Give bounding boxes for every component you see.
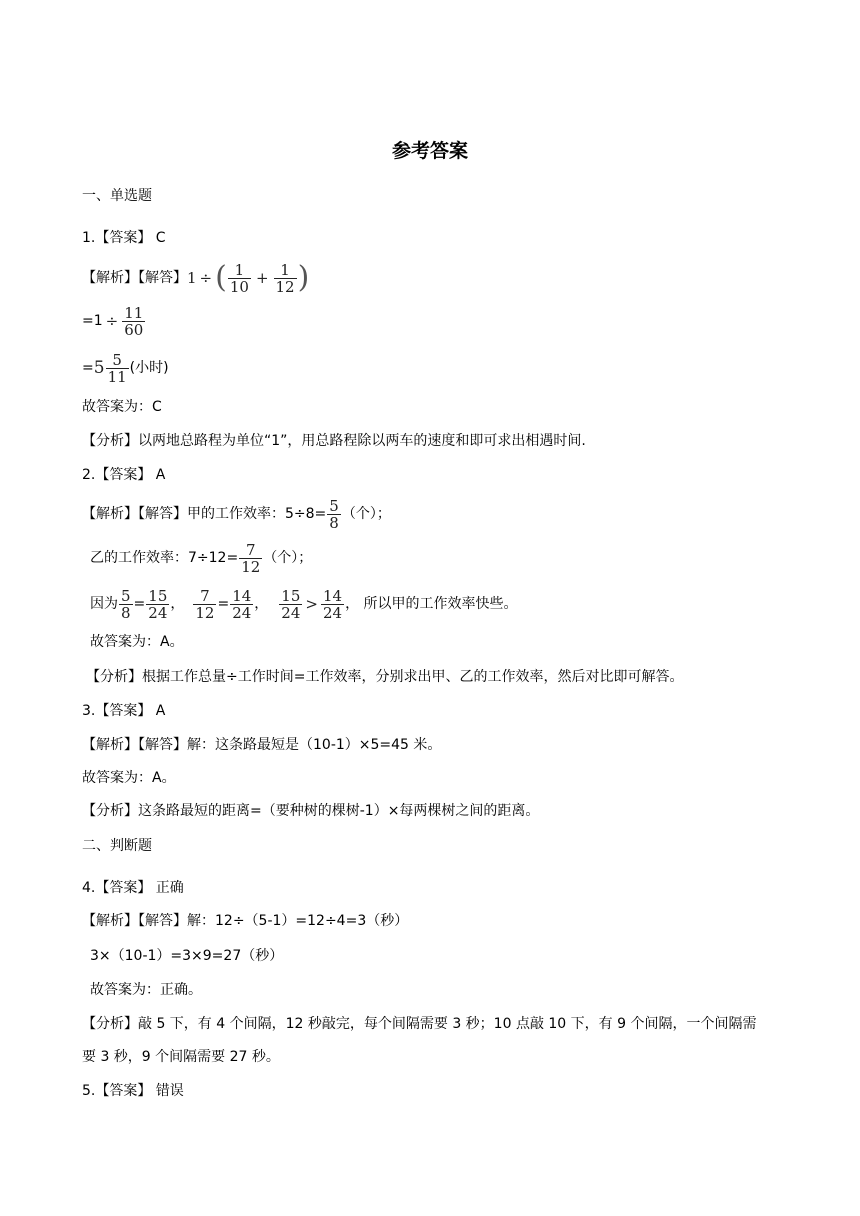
q1-solution-line2 — [82, 303, 146, 339]
q2-line2-unit: （个）； — [263, 550, 313, 566]
comma: ， — [170, 596, 185, 612]
left-paren: ( — [215, 260, 227, 295]
q1-unit: (小时) — [129, 360, 169, 376]
q2-solution-line1 — [82, 496, 391, 532]
q3-analysis: 【分析】这条路最短的距离=（要种树的棵树-1）×每两棵树之间的距离。 — [82, 803, 540, 819]
q1-plus-sign: + — [255, 269, 269, 287]
mixed-number-whole: 5 — [93, 358, 105, 378]
q2-line3-conclusion: ， 所以甲的工作效率快些。 — [345, 596, 518, 612]
q4-analysis-line1: 【分析】敲 5 下，有 4 个间隔，12 秒敲完，每个间隔需要 3 秒；10 点敲 10 下，有 9 个间隔，一个间隔需 — [82, 1016, 757, 1032]
q3-solution: 【解析】【解答】解：这条路最短是（10-1）×5=45 米。 — [82, 737, 442, 753]
fraction-5-11: $\frac{5}{11}$ — [107, 350, 127, 386]
fraction-5-8: $\frac{5}{8}$ — [329, 496, 339, 532]
q3-conclusion: 故答案为：A。 — [82, 770, 176, 786]
q2-answer: 2.【答案】 A — [82, 467, 166, 483]
q2-conclusion: 故答案为：A。 — [90, 634, 184, 650]
q2-line1-text: 【解析】【解答】甲的工作效率：5÷8= — [82, 506, 327, 522]
fraction-14-24-b: $\frac{14}{24}$ — [322, 586, 343, 622]
q1-line3-prefix: = — [82, 360, 94, 376]
q4-analysis-line2: 要 3 秒，9 个间隔需要 27 秒。 — [82, 1049, 280, 1065]
q1-solution-line3 — [82, 350, 169, 386]
right-paren: ) — [297, 260, 310, 295]
greater-than-sign: > — [305, 595, 318, 613]
section-heading-single-choice: 一、单选题 — [82, 188, 152, 204]
fraction-15-24-b: $\frac{15}{24}$ — [281, 586, 301, 622]
q1-solution-label: 【解析】【解答】 — [82, 270, 187, 286]
q2-solution-line3 — [90, 585, 518, 623]
fraction-15-24: $\frac{15}{24}$ — [148, 586, 168, 622]
comma-2: ， — [254, 596, 269, 612]
equals-sign: = — [133, 596, 146, 612]
q1-analysis: 【分析】以两地总路程为单位“1”，用总路程除以两车的速度和即可求出相遇时间. — [82, 433, 586, 449]
fraction-11-60: $\frac{11}{60}$ — [124, 303, 144, 339]
q4-conclusion: 故答案为：正确。 — [90, 982, 202, 998]
q4-calculation: 3×（10-1）=3×9=27（秒） — [90, 948, 284, 964]
q4-answer: 4.【答案】 正确 — [82, 880, 184, 896]
q2-line2-text: 乙的工作效率：7÷12= — [90, 550, 239, 566]
fraction-5-8-b: $\frac{5}{8}$ — [121, 586, 131, 622]
q1-one: 1 — [187, 269, 197, 287]
q1-line2-prefix: =1 — [82, 313, 103, 329]
section-heading-true-false: 二、判断题 — [82, 838, 152, 854]
q2-line1-unit: （个）； — [341, 506, 391, 522]
fraction-7-12: $\frac{7}{12}$ — [241, 540, 261, 576]
q1-divide-sign: ÷ — [199, 269, 213, 287]
q5-answer: 5.【答案】 错误 — [82, 1083, 184, 1099]
q2-analysis: 【分析】根据工作总量÷工作时间=工作效率，分别求出甲、乙的工作效率，然后对比即可解答。 — [86, 669, 684, 685]
q3-answer: 3.【答案】 A — [82, 703, 166, 719]
q1-divide-sign-2: ÷ — [105, 312, 119, 330]
fraction-14-24: $\frac{14}{24}$ — [232, 586, 252, 622]
fraction-1-12: $\frac{1}{12}$ — [275, 260, 295, 296]
q4-solution: 【解析】【解答】解：12÷（5-1）=12÷4=3（秒） — [82, 913, 409, 929]
q2-because: 因为 — [90, 596, 118, 612]
q2-solution-line2 — [90, 540, 312, 576]
fraction-7-12-b: $\frac{7}{12}$ — [195, 586, 215, 622]
q1-conclusion: 故答案为：C — [82, 399, 162, 415]
q1-answer: 1.【答案】 C — [82, 230, 166, 246]
q1-solution-line1 — [82, 260, 309, 296]
page-title: 参考答案 — [391, 140, 468, 162]
fraction-1-10: $\frac{1}{10}$ — [229, 260, 249, 296]
equals-sign-2: = — [217, 596, 230, 612]
